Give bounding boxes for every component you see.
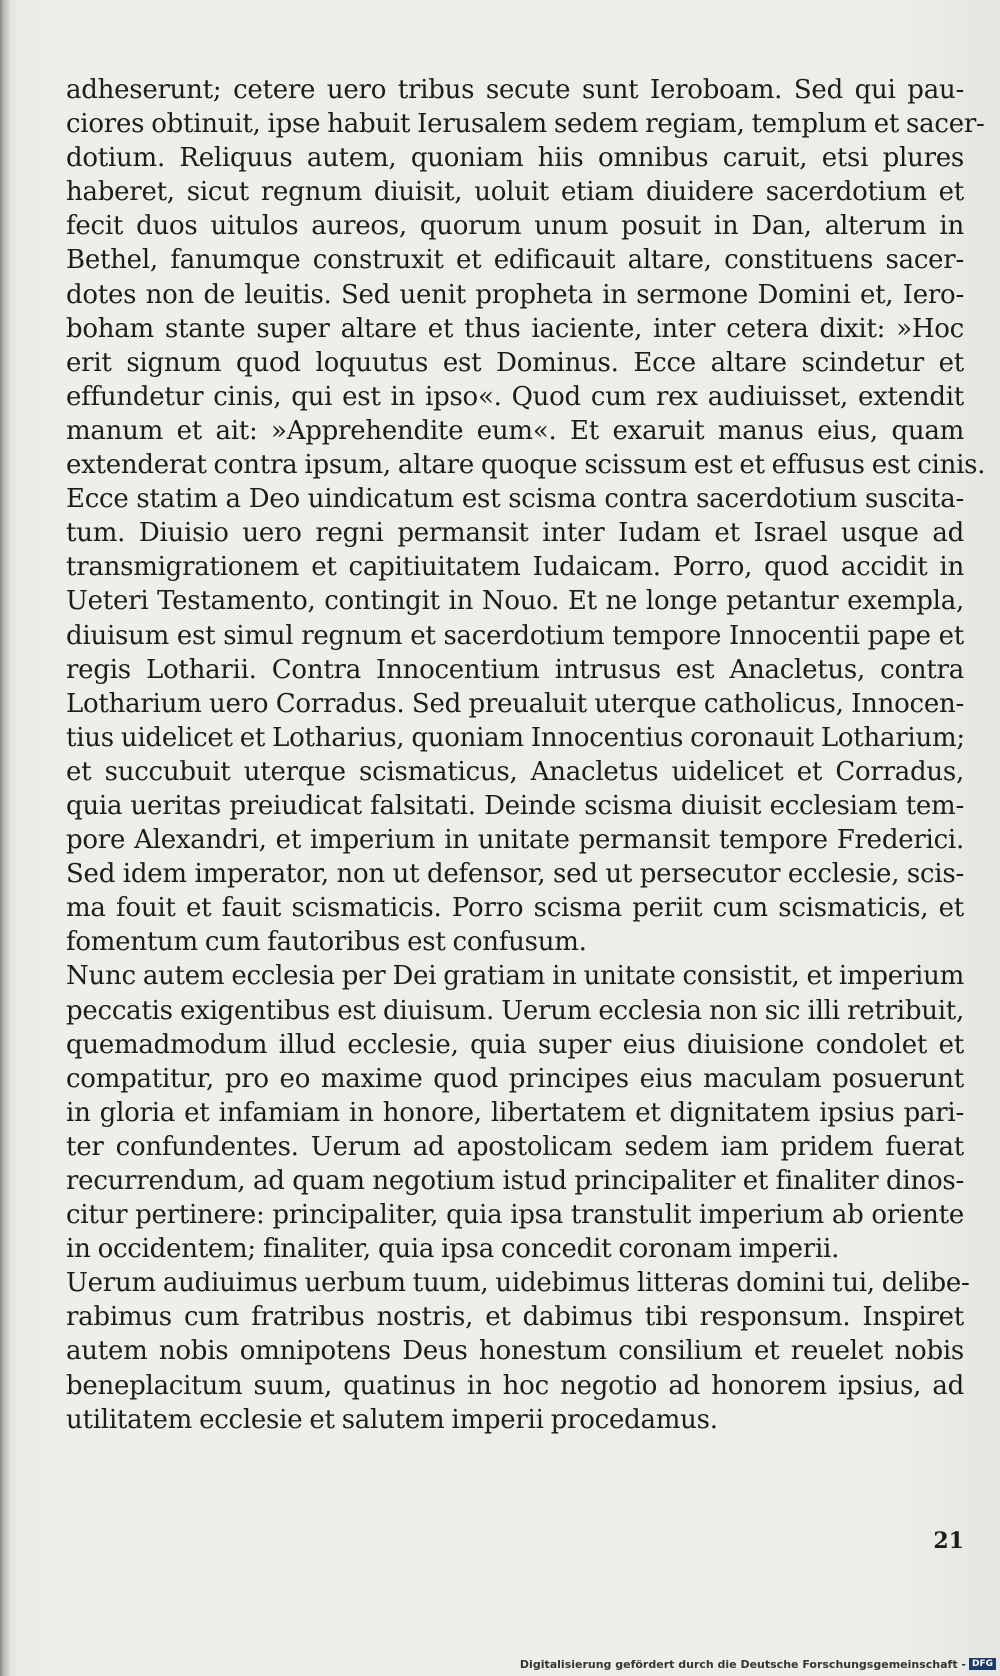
text-line: ciores obtinuit, ipse habuit Ierusalem sedem regiam, templum et sacer- — [66, 109, 985, 140]
text-line: ma fouit et fauit scismaticis. Porro scisma periit cum scismaticis, et — [66, 893, 964, 924]
text-line: pore Alexandri, et imperium in unitate permansit tempore Frederici. — [66, 825, 964, 856]
text-line: erit signum quod loquutus est Dominus. Ecce altare scindetur et — [66, 347, 964, 378]
text-line: utilitatem ecclesie et salutem imperii procedamus. — [66, 1404, 718, 1435]
body-text — [66, 73, 986, 1437]
text-line: Bethel, fanumque construxit et edificauit altare, constituens sacer- — [66, 245, 964, 276]
text-line: Nunc autem ecclesia per Dei gratiam in unitate consistit, et imperium — [66, 961, 964, 992]
text-line: rabimus cum fratribus nostris, et dabimus tibi responsum. Inspiret — [66, 1302, 964, 1333]
text-line: citur pertinere: principaliter, quia ipsa transtulit imperium ab oriente — [66, 1200, 964, 1231]
text-line: in occidentem; finaliter, quia ipsa concedit coronam imperii. — [66, 1234, 840, 1265]
text-line: effundetur cinis, qui est in ipso«. Quod cum rex audiuisset, extendit — [66, 381, 964, 412]
text-line: in gloria et infamiam in honore, libertatem et dignitatem ipsius pari- — [66, 1097, 964, 1128]
text-line: extenderat contra ipsum, altare quoque scissum est et effusus est cinis. — [66, 450, 986, 481]
text-line: autem nobis omnipotens Deus honestum consilium et reuelet nobis — [66, 1336, 964, 1367]
text-line: peccatis exigentibus est diuisum. Uerum ecclesia non sic illi retribuit, — [66, 995, 964, 1026]
text-line: dotes non de leuitis. Sed uenit propheta in sermone Domini et, Iero- — [66, 279, 964, 310]
text-line: Ueteri Testamento, contingit in Nouo. Et ne longe petantur exempla, — [66, 586, 964, 617]
text-line: Uerum audiuimus uerbum tuum, uidebimus litteras domini tui, delibe- — [66, 1268, 970, 1299]
text-line: ter confundentes. Uerum ad apostolicam sedem iam pridem fuerat — [66, 1131, 964, 1162]
book-spine-shadow — [0, 0, 10, 1676]
text-line: Ecce statim a Deo uindicatum est scisma contra sacerdotium suscita- — [66, 484, 964, 515]
text-line: adheserunt; cetere uero tribus secute sunt Ieroboam. Sed qui pau- — [66, 75, 964, 105]
text-line: transmigrationem et capitiuitatem Iudaicam. Porro, quod accidit in — [66, 552, 964, 583]
text-line: recurrendum, ad quam negotium istud principaliter et finaliter dinos- — [66, 1166, 964, 1196]
text-line: tius uidelicet et Lotharius, quoniam Innocentius coronauit Lotharium; — [66, 722, 965, 753]
text-line: compatitur, pro eo maxime quod principes eius maculam posuerunt — [66, 1063, 964, 1094]
page-number: 21 — [933, 1528, 964, 1554]
text-line: fecit duos uitulos aureos, quorum unum posuit in Dan, alterum in — [66, 211, 964, 242]
dfg-logo: DFG — [969, 1658, 996, 1670]
text-line: quemadmodum illud ecclesie, quia super eius diuisione condolet et — [66, 1029, 964, 1060]
text-line: Sed idem imperator, non ut defensor, sed ut persecutor ecclesie, scis- — [66, 859, 964, 890]
text-line: tum. Diuisio uero regni permansit inter Iudam et Israel usque ad — [66, 518, 964, 549]
text-line: diuisum est simul regnum et sacerdotium tempore Innocentii pape et — [66, 620, 964, 651]
text-line: dotium. Reliquus autem, quoniam hiis omnibus caruit, etsi plures — [66, 143, 964, 174]
footer-credit-text: Digitalisierung gefördert durch die Deutsche Forschungsgemeinschaft - — [519, 1657, 966, 1671]
text-line: et succubuit uterque scismaticus, Anacletus uidelicet et Corradus, — [66, 756, 964, 787]
text-line: manum et ait: »Apprehendite eum«. Et exaruit manus eius, quam — [66, 415, 964, 446]
text-line: regis Lotharii. Contra Innocentium intrusus est Anacletus, contra — [66, 654, 964, 685]
text-line: Lotharium uero Corradus. Sed preualuit uterque catholicus, Innocen- — [66, 688, 964, 719]
text-line: quia ueritas preiudicat falsitati. Deinde scisma diuisit ecclesiam tem- — [66, 790, 964, 821]
text-line: haberet, sicut regnum diuisit, uoluit etiam diuidere sacerdotium et — [66, 177, 964, 208]
footer — [520, 1655, 996, 1673]
text-line: fomentum cum fautoribus est confusum. — [66, 927, 587, 958]
text-line: boham stante super altare et thus iaciente, inter cetera dixit: »Hoc — [66, 313, 964, 344]
text-line: beneplacitum suum, quatinus in hoc negotio ad honorem ipsius, ad — [66, 1370, 964, 1401]
